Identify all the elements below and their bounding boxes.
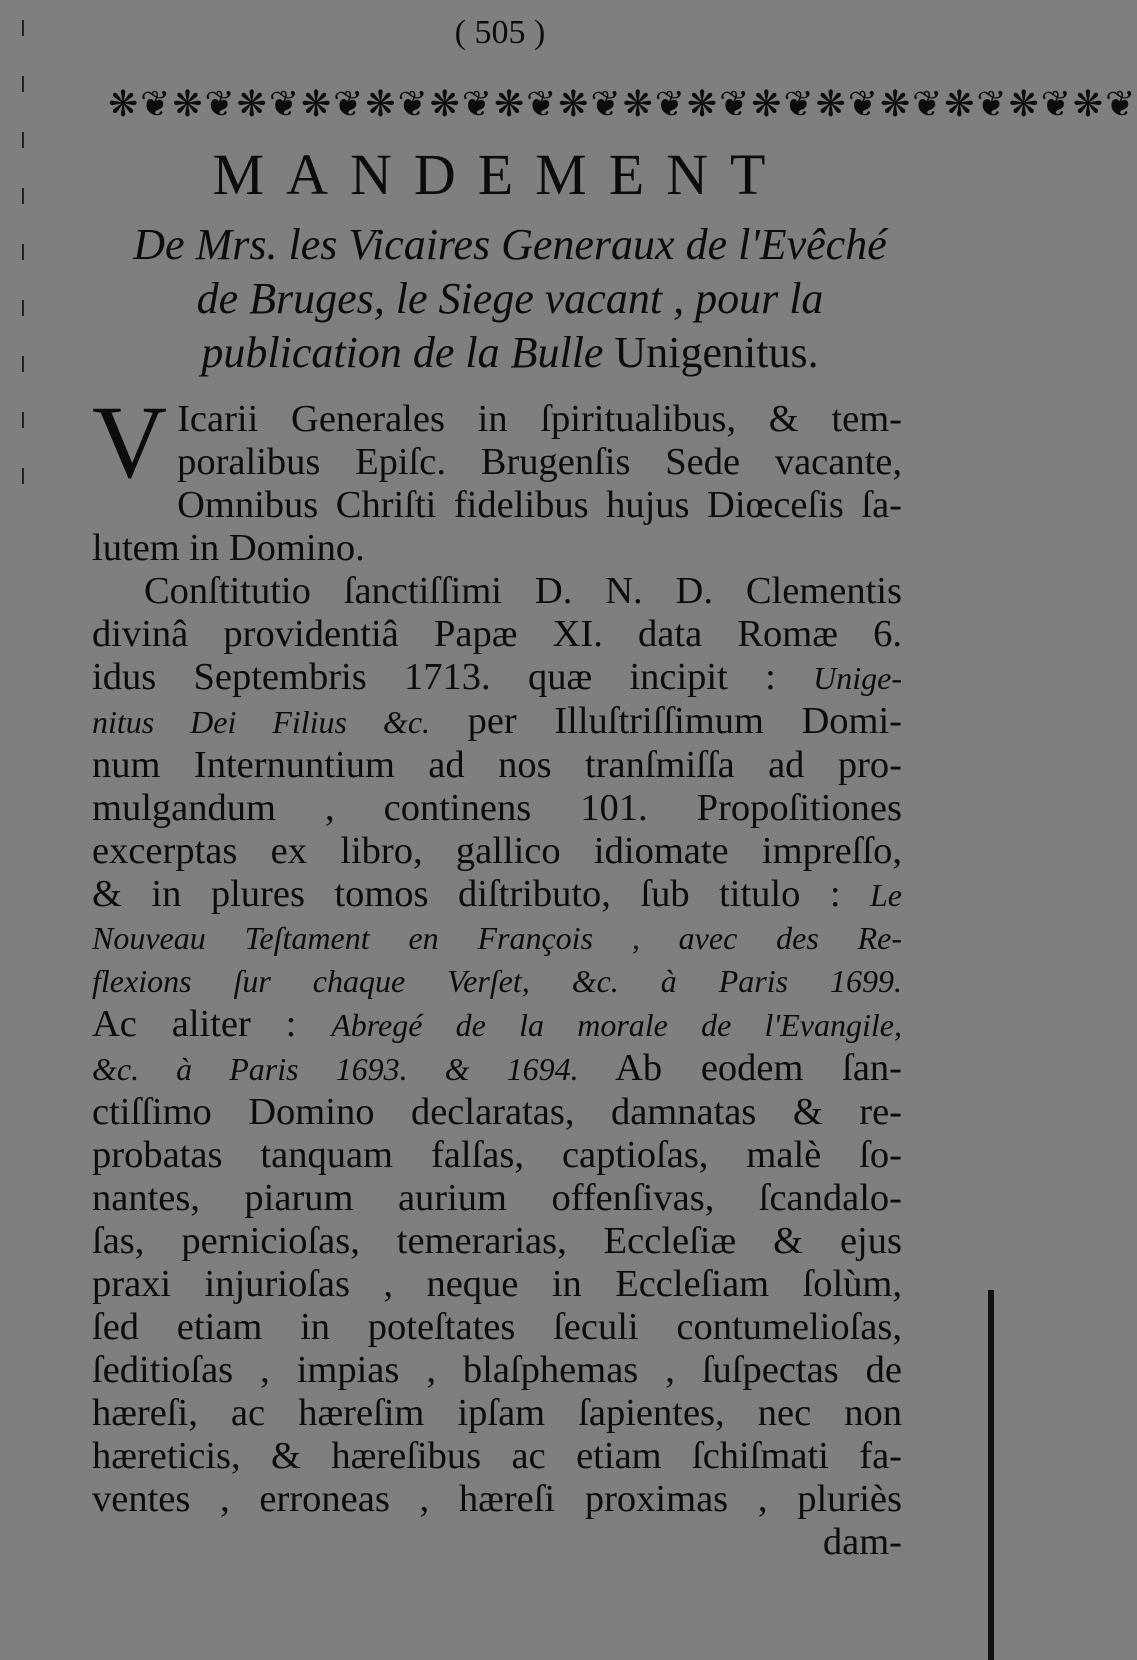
subtitle-italic: publication de la Bulle (201, 328, 615, 377)
page-title: MANDEMENT (212, 142, 788, 207)
page-number: ( 505 ) (454, 14, 546, 51)
subtitle-line (100, 326, 920, 380)
text-line: Omnibus Chriſti fidelibus hujus Diœceſis ſa- (177, 484, 902, 526)
text-span: & in plures tomos diſtributo, ſub titulo : (92, 873, 870, 915)
text-line: divinâ providentiâ Papæ XI. data Romæ 6. (92, 613, 902, 655)
text-line: ſeditioſas , impias , blaſphemas , ſuſpectas de (92, 1349, 902, 1391)
paragraph-2 (92, 570, 902, 1564)
subtitle-line: De Mrs. les Vicaires Generaux de l'Evêché (133, 220, 887, 269)
binding-marks (22, 20, 26, 560)
italic-span: Le (870, 877, 902, 913)
italic-span: &c. à Paris 1693. & 1694. (92, 1051, 579, 1087)
text-line: ſed etiam in poteſtates ſeculi contumelioſas, (92, 1306, 902, 1348)
subtitle-roman: Unigenitus. (614, 328, 819, 377)
text-line: num Internuntium ad nos tranſmiſſa ad pro- (92, 744, 902, 786)
text-line: excerptas ex libro, gallico idiomate impreſſo, (92, 830, 902, 872)
text-line: praxi injurioſas , neque in Eccleſiam ſolùm, (92, 1263, 902, 1305)
text-line: Icarii Generales in ſpiritualibus, & tem- (177, 398, 902, 440)
text-span: idus Septembris 1713. quæ incipit : (92, 656, 814, 698)
body-text (92, 385, 902, 1564)
text-line: nantes, piarum aurium offenſivas, ſcandalo- (92, 1177, 902, 1219)
paragraph-1 (92, 385, 902, 570)
italic-span: nitus Dei Filius &c. (92, 704, 431, 740)
catchword: dam- (822, 1521, 902, 1563)
ornamental-border: ❋❦❋❦❋❦❋❦❋❦❋❦❋❦❋❦❋❦❋❦❋❦❋❦❋❦❋❦❋❦❋❦ (108, 84, 1137, 125)
text-line: probatas tanquam falſas, captioſas, malè ſo- (92, 1134, 902, 1176)
text-line: ctiſſimo Domino declaratas, damnatas & re- (92, 1091, 902, 1133)
italic-span: Unige- (813, 660, 902, 696)
text-line: ventes , erroneas , hæreſi proximas , pluriès (92, 1478, 902, 1520)
text-line (92, 700, 902, 744)
text-line: poralibus Epiſc. Brugenſis Sede vacante, (177, 441, 902, 483)
text-span: Ac aliter : (92, 1003, 332, 1045)
text-line: flexions ſur chaque Verſet, &c. à Paris 1699. (92, 963, 902, 999)
text-line: Conſtitutio ſanctiſſimi D. N. D. Clementis (144, 570, 902, 612)
text-span: Ab eodem ſan- (578, 1047, 902, 1089)
text-line: ſas, pernicioſas, temerarias, Eccleſiæ & ejus (92, 1220, 902, 1262)
text-line (92, 656, 902, 700)
page-edge-shadow (988, 1290, 994, 1660)
text-line (92, 1003, 902, 1047)
text-line: Nouveau Teſtament en François , avec des Re- (92, 920, 902, 956)
text-line: hæreticis, & hæreſibus ac etiam ſchiſmati fa- (92, 1435, 902, 1477)
subtitle-line: de Bruges, le Siege vacant , pour la (196, 274, 824, 323)
drop-cap: V (92, 385, 168, 500)
italic-span: Abregé de la morale de l'Evangile, (331, 1007, 902, 1043)
text-span: per Illuſtriſſimum Domi- (430, 700, 902, 742)
text-line: lutem in Domino. (92, 527, 365, 569)
text-line (92, 1047, 902, 1091)
subtitle (100, 218, 920, 380)
text-line: hæreſi, ac hæreſim ipſam ſapientes, nec non (92, 1392, 902, 1434)
text-line: mulgandum , continens 101. Propoſitiones (92, 787, 902, 829)
text-line (92, 873, 902, 917)
